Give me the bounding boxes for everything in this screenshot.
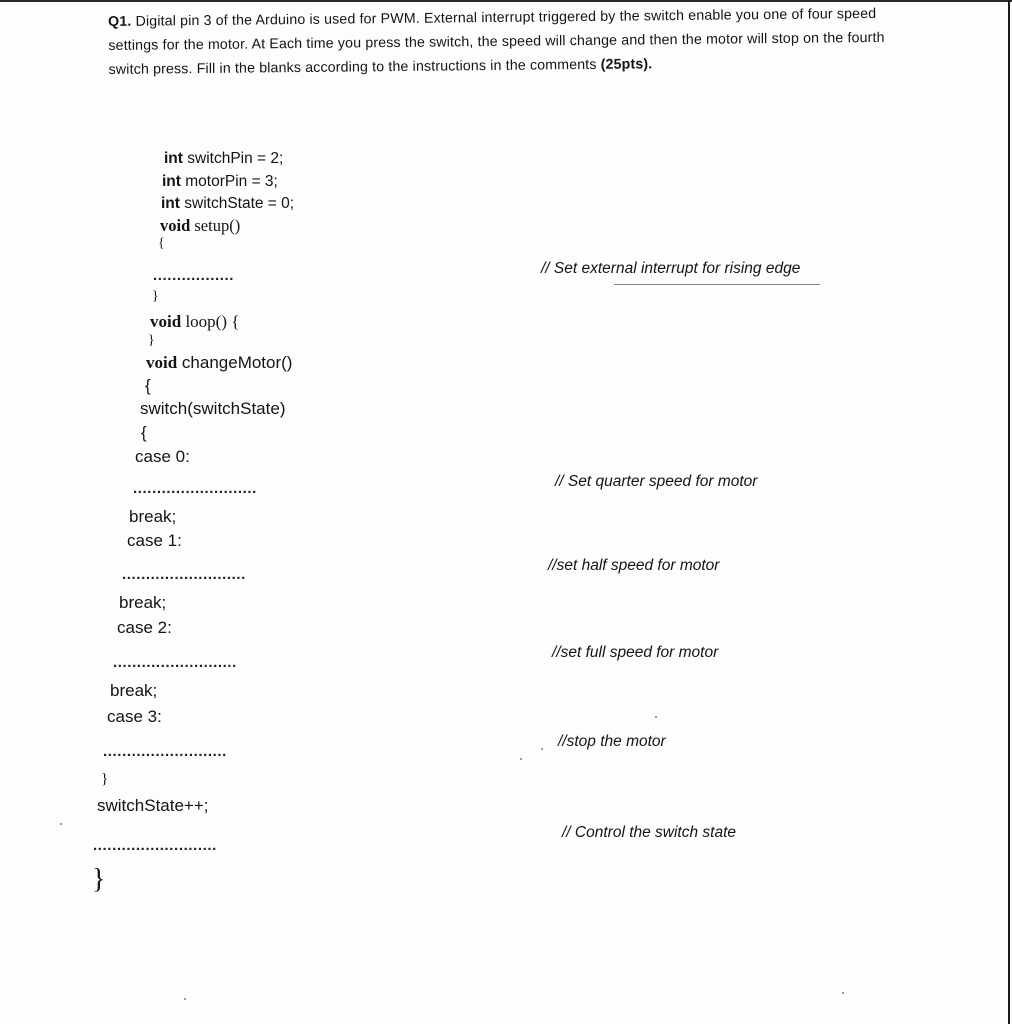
scan-speck [655, 716, 657, 718]
keyword: int [164, 150, 183, 167]
comment-stop-motor: //stop the motor [558, 733, 666, 750]
loop-close-brace: } [148, 333, 155, 348]
keyword: void [146, 353, 178, 372]
keyword: void [150, 312, 182, 331]
case-1-label: case 1: [127, 531, 182, 550]
decl-switch-state [161, 195, 294, 213]
decl-switch-pin [164, 150, 283, 168]
comment-control-state: // Control the switch state [562, 824, 737, 841]
case-1-break: break; [119, 593, 167, 612]
code-text: changeMotor() [181, 353, 293, 372]
increment-statement: switchState++; [97, 796, 209, 815]
final-close-brace: } [92, 864, 106, 895]
control-blank[interactable]: .......................... [93, 837, 217, 854]
switch-open-brace: { [141, 423, 147, 442]
setup-close-brace: } [152, 289, 159, 304]
decl-motor-pin [162, 173, 278, 191]
case-0-break: break; [129, 507, 177, 526]
code-text: motorPin = 3; [185, 173, 278, 190]
keyword: void [160, 216, 191, 235]
code-text: switchState = 0; [184, 195, 295, 212]
scan-speck [60, 823, 62, 825]
switch-close-brace: } [101, 771, 109, 787]
change-motor-open-brace: { [145, 376, 151, 395]
comment-full-speed: //set full speed for motor [552, 644, 719, 661]
code-text: switchPin = 2; [187, 150, 284, 167]
keyword: int [161, 195, 180, 212]
loop-signature [150, 312, 239, 332]
comment-interrupt: // Set external interrupt for rising edge [541, 260, 801, 277]
scan-speck [842, 992, 844, 994]
case-0-blank[interactable]: .......................... [133, 480, 257, 497]
switch-statement: switch(switchState) [140, 399, 286, 418]
setup-open-brace: { [158, 236, 165, 251]
setup-blank[interactable]: ................. [153, 267, 235, 284]
scan-speck [520, 758, 522, 760]
question-text [108, 2, 909, 82]
comment-quarter-speed: // Set quarter speed for motor [555, 473, 758, 490]
question-number: Q1. [108, 13, 132, 30]
setup-signature [160, 216, 240, 236]
case-1-blank[interactable]: .......................... [122, 566, 246, 583]
change-motor-signature [146, 353, 292, 373]
code-text: loop() { [185, 312, 240, 331]
scan-speck [184, 998, 186, 1000]
stray-dot [541, 748, 543, 750]
comment-underline [614, 284, 820, 285]
page-right-border [1008, 0, 1010, 1024]
case-2-blank[interactable]: .......................... [113, 654, 237, 671]
keyword: int [162, 173, 181, 190]
case-2-label: case 2: [117, 618, 172, 637]
case-0-label: case 0: [135, 447, 190, 466]
case-2-break: break; [110, 681, 158, 700]
case-3-label: case 3: [107, 707, 162, 726]
case-3-blank[interactable]: .......................... [103, 743, 227, 760]
comment-half-speed: //set half speed for motor [548, 557, 720, 574]
question-points: (25pts). [600, 56, 653, 73]
code-text: setup() [194, 216, 241, 235]
question-body: Digital pin 3 of the Arduino is used for PWM. External interrupt triggered by the switch enable you one of four speed settings for the motor. At Each time you press the switch, the speed will change and then the motor will stop on the fourth switch press. Fill in the blanks according to the instructions in the comments [108, 5, 885, 78]
